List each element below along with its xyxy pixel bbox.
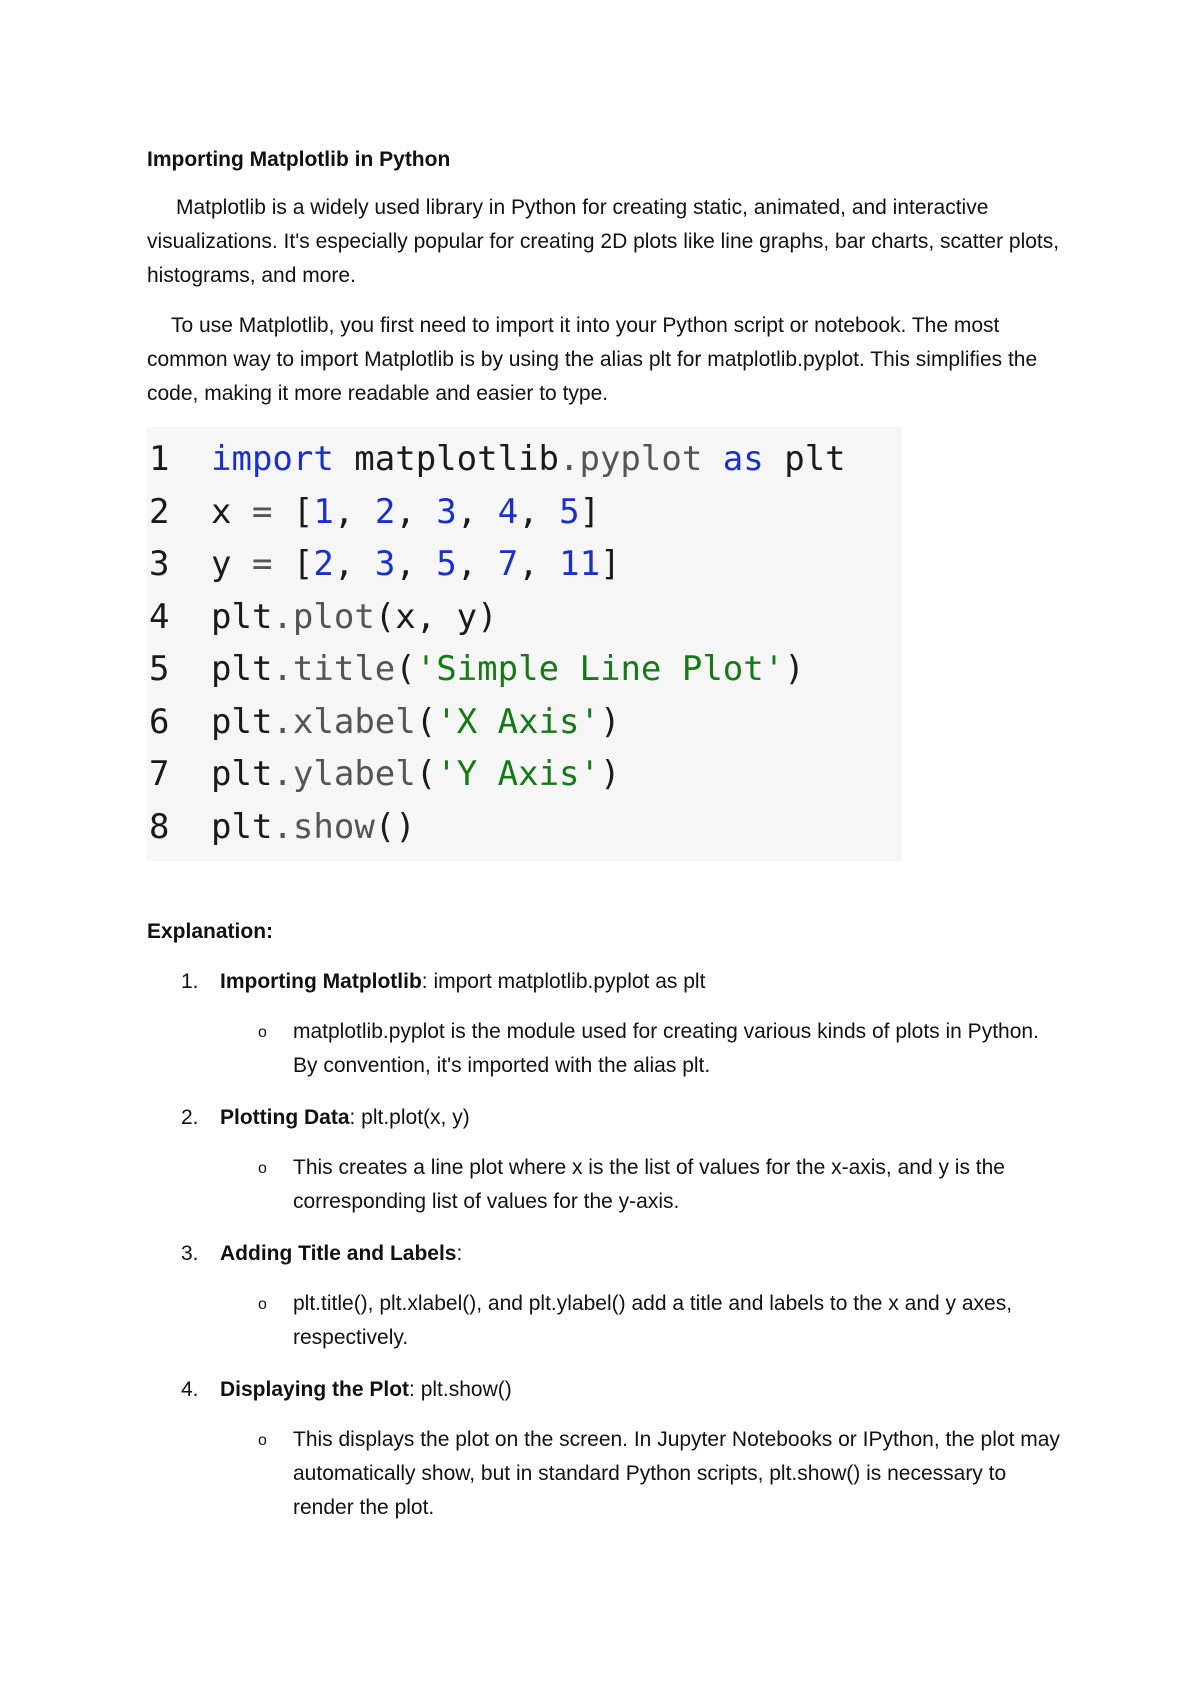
code-token: plt [211,701,273,742]
step-bullet [147,1287,1067,1355]
code-token: . [272,596,293,637]
code-token: 'Simple Line Plot' [415,649,785,689]
bullet-text: This creates a line plot where x is the list of values for the x-axis, and y is the corresponding list of values for the y-axis. [293,1156,1005,1213]
code-line [147,591,902,644]
code-token: 5 [559,491,580,532]
code-token: , [456,544,498,584]
step-label: Adding Title and Labels [220,1242,457,1265]
code-token: ] [579,491,601,532]
bullet-circle-icon: o [258,1160,267,1177]
code-token: matplotlib [333,439,559,479]
code-token: [ [272,491,314,532]
code-token: 3 [374,544,396,584]
code-token: , [333,544,375,584]
step-bullet [147,1015,1067,1083]
code-token: plt [211,754,273,794]
line-number: 2 [149,491,170,532]
code-token: x [211,491,252,532]
bullet-text: plt.title(), plt.xlabel(), and plt.ylabel() add a title and labels to the x and y axes, respectively. [293,1292,1013,1349]
usage-paragraph: To use Matplotlib, you first need to import it into your Python script or notebook. The most common way to import Matplotlib is by using the alias plt for matplotlib.pyplot. This simplifies the code, making it more readable and easier to type. [147,314,1038,405]
code-line [147,643,902,696]
step-number: 1. [181,970,199,993]
code-token: as [722,439,764,479]
bullet-circle-icon: o [258,1432,267,1449]
step-heading [147,1101,1067,1135]
code-token: ] [600,544,621,584]
code-token: show [292,806,375,847]
code-token: , [395,491,437,532]
code-token: 5 [436,544,457,584]
code-token: , [518,544,560,584]
step-detail: : [456,1242,463,1265]
line-number: 1 [149,439,170,479]
document-content [147,145,1067,1543]
code-token: 4 [497,491,519,532]
code-token: (x, y) [374,596,498,637]
code-token: , [456,491,498,532]
code-line [147,801,902,854]
code-token: . [559,439,580,479]
code-line [147,696,902,749]
step-label: Displaying the Plot [220,1378,410,1401]
line-number: 8 [149,806,170,847]
code-token: 11 [559,544,601,584]
code-token: import [211,439,334,479]
code-token: () [374,806,416,847]
step-detail: : plt.show() [409,1378,512,1401]
step-number: 3. [181,1242,199,1265]
code-line [147,486,902,539]
step-bullet [147,1151,1067,1219]
code-line [147,748,902,801]
code-token: 'Y Axis' [436,754,600,794]
explanation-list [147,965,1067,1525]
code-token: pyplot [579,439,703,479]
line-number: 3 [149,544,170,584]
code-token: 1 [313,491,334,532]
code-token: 7 [497,544,519,584]
explanation-step [147,1101,1067,1219]
step-detail: : import matplotlib.pyplot as plt [421,970,706,993]
step-label: Plotting Data [220,1106,350,1129]
code-token: . [272,754,293,794]
code-token [702,439,722,479]
line-number: 5 [149,649,170,689]
bullet-circle-icon: o [258,1296,267,1313]
document-title: Importing Matplotlib in Python [147,148,451,171]
step-heading [147,965,1067,999]
code-token: 2 [374,491,396,532]
code-token: 'X Axis' [436,701,600,742]
code-token: 2 [313,544,334,584]
code-token: [ [272,544,314,584]
explanation-step [147,965,1067,1083]
code-token: 3 [436,491,457,532]
step-heading [147,1237,1067,1271]
code-token: , [518,491,560,532]
code-token: . [272,649,293,689]
explanation-step [147,1237,1067,1355]
step-detail: : plt.plot(x, y) [349,1106,470,1129]
step-number: 4. [181,1378,199,1401]
step-label: Importing Matplotlib [220,970,422,993]
line-number: 6 [149,701,170,742]
code-token: . [272,806,293,847]
code-token: plt [211,806,273,847]
code-line [147,538,902,591]
line-number: 4 [149,596,170,637]
code-token: = [251,544,273,584]
code-token: y [211,544,252,584]
code-line [147,433,902,486]
code-token: plt [763,439,846,479]
code-token: plot [292,596,375,637]
step-heading [147,1373,1067,1407]
intro-paragraph: Matplotlib is a widely used library in Python for creating static, animated, and interactive visualizations. It's especially popular for creating 2D plots like line graphs, bar charts, scatter plots, histograms, and more. [147,196,1060,287]
code-token: ( [415,754,437,794]
code-token: , [395,544,437,584]
code-token: ) [599,701,621,742]
bullet-circle-icon: o [258,1024,267,1041]
code-token: = [251,491,273,532]
code-token: plt [211,649,273,689]
code-token: , [333,491,375,532]
code-token: ) [599,754,621,794]
code-token: ) [784,649,805,689]
code-token: xlabel [292,701,416,742]
line-number: 7 [149,754,170,794]
step-number: 2. [181,1106,199,1129]
bullet-text: This displays the plot on the screen. In Jupyter Notebooks or IPython, the plot may automatically show, but in standard Python scripts, plt.show() is necessary to render the plot. [293,1428,1060,1519]
code-token: ( [415,701,437,742]
code-token: ylabel [292,754,416,794]
code-token: title [292,649,396,689]
bullet-text: matplotlib.pyplot is the module used for creating various kinds of plots in Python. By convention, it's imported with the alias plt. [293,1020,1039,1077]
code-block [147,427,902,861]
code-token: . [272,701,293,742]
explanation-step [147,1373,1067,1525]
step-bullet [147,1423,1067,1525]
code-token: plt [211,596,273,637]
code-token: ( [395,649,416,689]
explanation-heading: Explanation: [147,920,274,943]
